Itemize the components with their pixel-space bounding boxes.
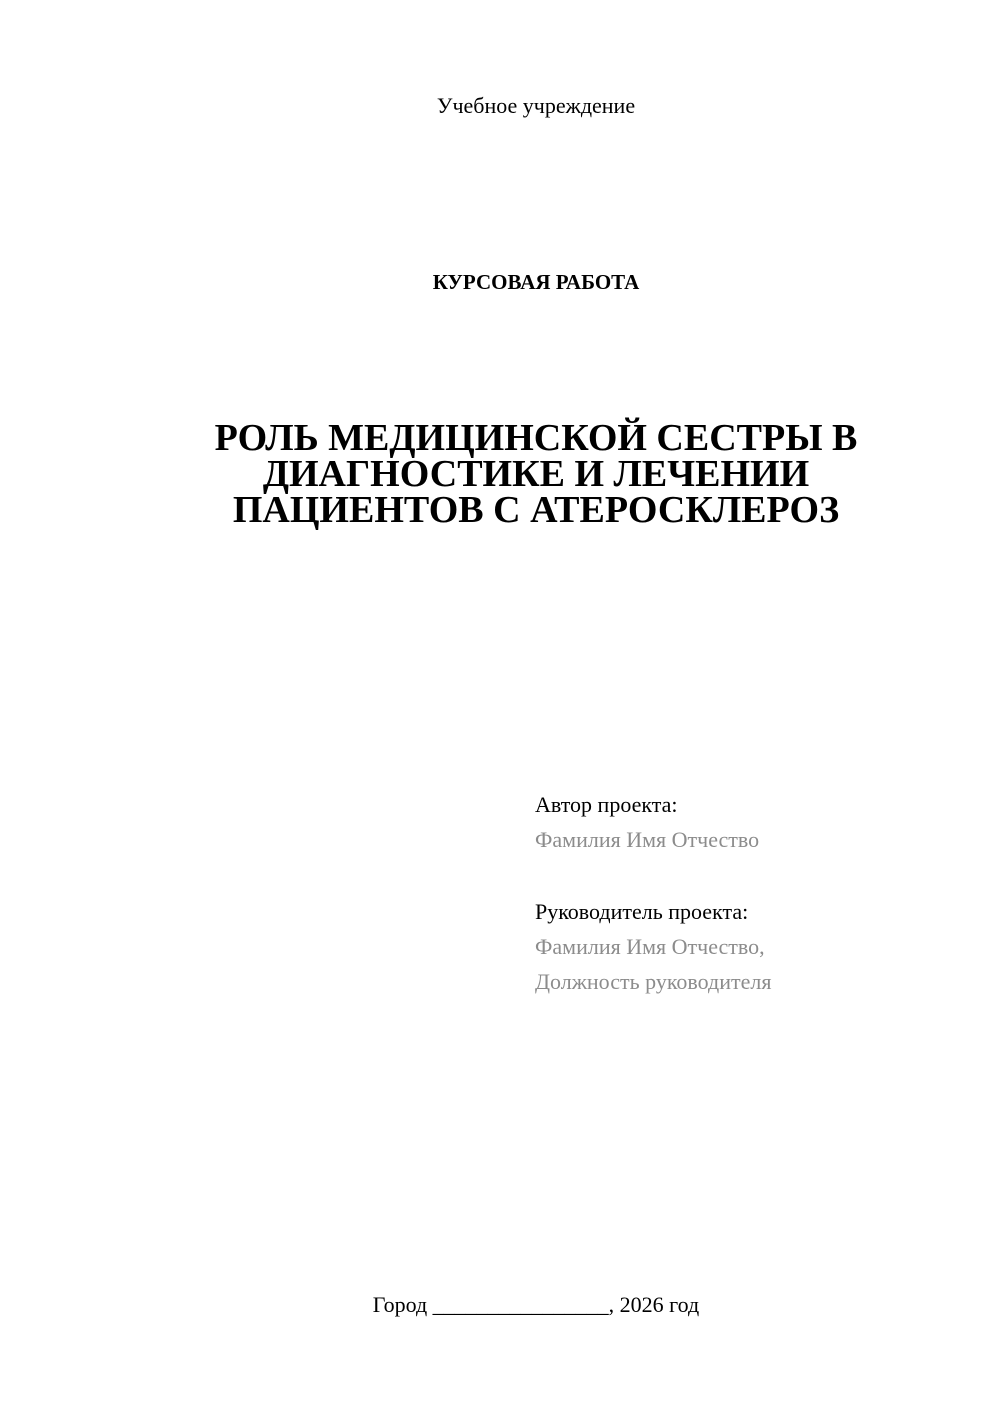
supervisor-name: Фамилия Имя Отчество, bbox=[535, 934, 765, 959]
title-line: ДИАГНОСТИКЕ И ЛЕЧЕНИИ bbox=[262, 453, 810, 495]
institution-name: Учебное учреждение bbox=[436, 93, 636, 118]
signature-block bbox=[535, 787, 975, 999]
supervisor-label: Руководитель проекта: bbox=[535, 899, 749, 924]
title-line: РОЛЬ МЕДИЦИНСКОЙ СЕСТРЫ В bbox=[214, 417, 858, 459]
supervisor-position: Должность руководителя bbox=[535, 969, 772, 994]
title-line: ПАЦИЕНТОВ С АТЕРОСКЛЕРОЗ bbox=[232, 489, 840, 531]
author-name: Фамилия Имя Отчество bbox=[535, 827, 760, 852]
city-year-footer: Город ________________, 2026 год bbox=[372, 1292, 700, 1317]
document-title bbox=[200, 417, 872, 531]
work-type-heading: КУРСОВАЯ РАБОТА bbox=[432, 270, 640, 294]
spacer bbox=[535, 857, 975, 894]
author-label: Автор проекта: bbox=[535, 792, 678, 817]
